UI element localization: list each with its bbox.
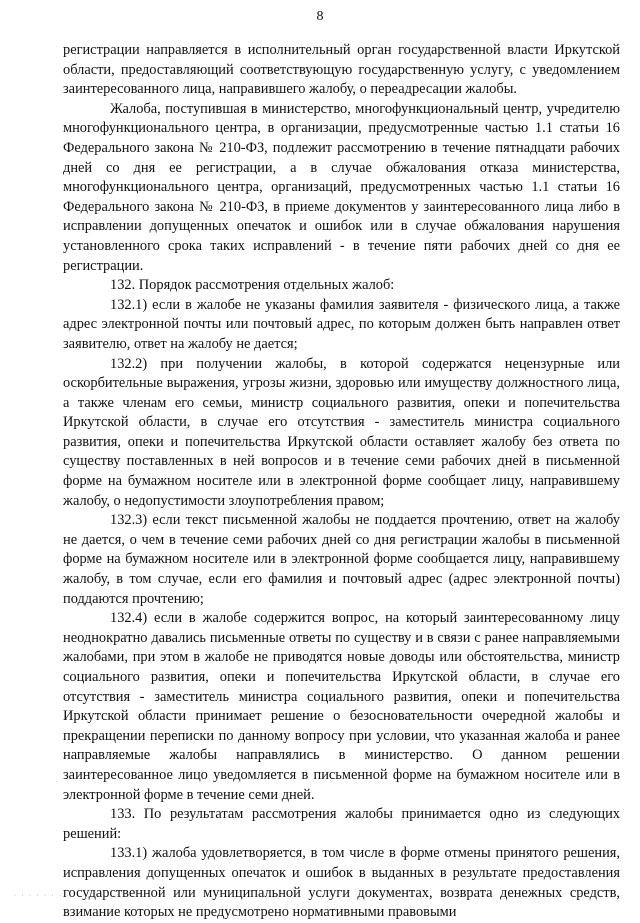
paragraph-132-4: 132.4) если в жалобе содержится вопрос, на который заинтересованному лицу неоднократно давались письменные ответы по существу и в связи с ранее направляемыми жалобами, при этом в жалобе не приводятся новые доводы или обстоятельства, министр социального развития, опеки и попечительства Иркутской области, в случае его отсутствия - заместитель министра социального развития, опеки и попечительства Иркутской области принимает решение о безосновательности очередной жалобы и прекращении переписки по данному вопросу при условии, что указанная жалоба и ранее направляемые жалобы направлялись в министерство. О данном решении заинтересованное лицо уведомляется в письменной форме на бумажном носителе или в электронной форме в течение семи дней. [63, 610, 620, 803]
paragraph-section-132-heading: 132. Порядок рассмотрения отдельных жалоб: [110, 277, 395, 294]
paragraph-continuation: регистрации направляется в исполнительный орган государственной власти Иркутской области, предоставляющий соответствующую государственную услугу, с уведомлением заинтересованного лица, направившего жалобу, о переадресации жалобы. [63, 42, 620, 98]
scan-artifact: · · · · · · · · [14, 893, 71, 899]
paragraph-132-2: 132.2) при получении жалобы, в которой содержатся нецензурные или оскорбительные выражения, угрозы жизни, здоровью или имуществу должностного лица, а также членам его семьи, министр социального развития, опеки и попечительства Иркутской области, в случае его отсутствия - заместитель министра социального развития, опеки и попечительства Иркутской области оставляет жалобу без ответа по существу поставленных в ней вопросов и в течение семи рабочих дней в письменной форме на бумажном носителе или в электронной форме сообщает лицу, направившему жалобу, о недопустимости злоупотребления правом; [63, 355, 620, 509]
paragraph-section-133-heading: 133. По результатам рассмотрения жалобы принимается одно из следующих решений: [63, 806, 620, 842]
document-body [63, 41, 620, 923]
paragraph-132-3: 132.3) если текст письменной жалобы не поддается прочтению, ответ на жалобу не дается, о чем в течение семи рабочих дней со дня регистрации жалобы в письменной форме на бумажном носителе или в электронной форме сообщается лицу, направившему жалобу, в том случае, если его фамилия и почтовый адрес (адрес электронной почты) поддаются прочтению; [63, 512, 620, 607]
paragraph-133-1: 133.1) жалоба удовлетворяется, в том числе в форме отмены принятого решения, исправления допущенных опечаток и ошибок в выданных в результате предоставления государственной или муниципальной услуги документах, возврата денежных средств, взимание которых не предусмотрено нормативными правовыми [63, 845, 620, 921]
paragraph-complaint-review-terms: Жалоба, поступившая в министерство, многофункциональный центр, учредителю многофункционального центра, в организации, предусмотренные частью 1.1 статьи 16 Федерального закона № 210-ФЗ, подлежит рассмотрению в течение пятнадцати рабочих дней со дня ее регистрации, а в случае обжалования отказа министерства, многофункционального центра, организаций, предусмотренных частью 1.1 статьи 16 Федерального закона № 210-ФЗ, в приеме документов у заинтересованного лица либо в исправлении допущенных опечаток и ошибок или в случае обжалования нарушения установленного срока таких исправлений - в течение пяти рабочих дней со дня ее регистрации. [63, 100, 620, 274]
page-number: 8 [316, 9, 324, 24]
paragraph-132-1: 132.1) если в жалобе не указаны фамилия заявителя - физического лица, а также адрес электронной почты или почтовый адрес, по которым должен быть направлен ответ заявителю, ответ на жалобу не дается; [63, 296, 620, 352]
